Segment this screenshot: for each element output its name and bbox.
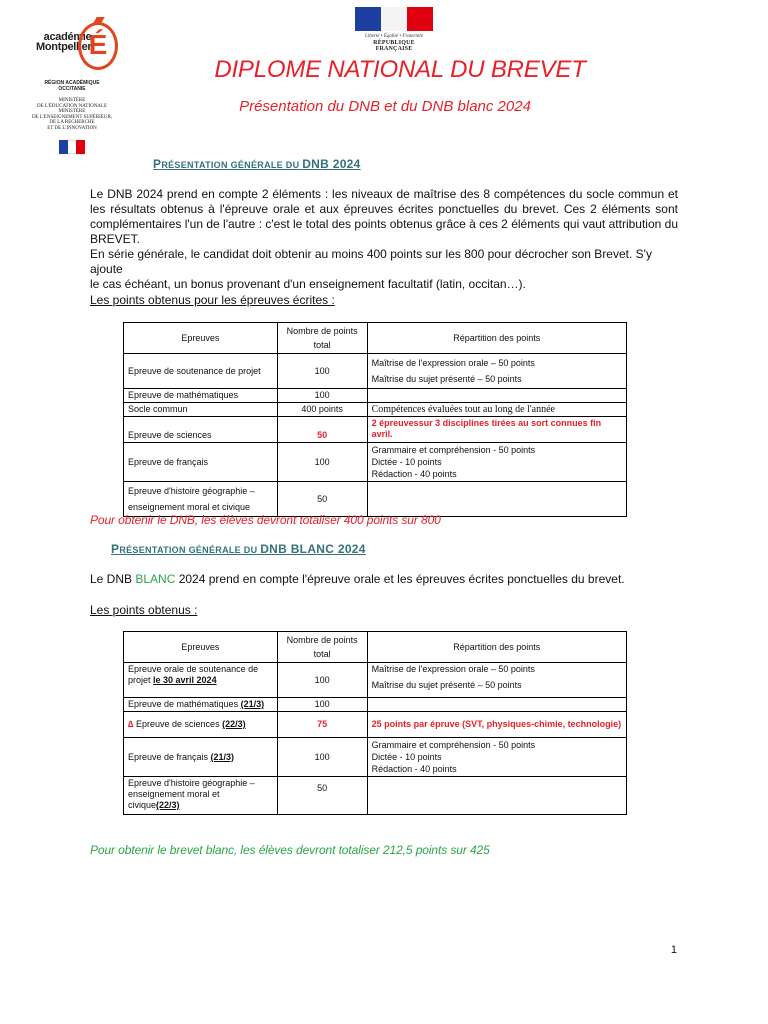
header-repartition: Répartition des points — [367, 323, 626, 354]
table-row — [124, 403, 627, 417]
cell-epreuve: Epreuve de sciences — [124, 417, 278, 443]
table-header-row — [124, 323, 627, 354]
heading-tail: DNB 2024 — [302, 157, 361, 171]
ministere-line: DE L'ENSEIGNEMENT SUPÉRIEUR, — [31, 114, 113, 120]
cell-epreuve — [124, 738, 278, 777]
header-points: Nombre de points total — [277, 632, 367, 663]
document-title: DIPLOME NATIONAL DU BREVET — [214, 56, 586, 83]
french-flag-icon — [59, 140, 85, 154]
table-row — [124, 663, 627, 698]
heading-smallcaps: RÉSENTATION GÉNÉRALE DU — [119, 545, 261, 555]
cell-epreuve — [124, 777, 278, 815]
republique-logo — [355, 7, 433, 52]
cell-repartition: 25 points par épruve (SVT, physiques-chimie, technologie) — [367, 712, 626, 738]
ministere-line: DE LA RECHERCHE — [49, 120, 95, 126]
cell-epreuve — [124, 663, 278, 698]
section2-text-blanc: BLANC — [135, 572, 176, 586]
section1-para1: Le DNB 2024 prend en compte 2 éléments : les niveaux de maîtrise des 8 compétences du socle commun et les résultats obtenus à l'épreuve orale et aux épreuves écrites ponctuelles du brevet. Ces 2 éléments sont complémentaires l'un de l'autre : c'est le total des points obtenus grâce à ces 2 éléments qui vaut attribution du BREVET. — [90, 187, 678, 246]
epreuve-date: le 30 avril 2024 — [153, 675, 217, 685]
epreuve-date: (21/3) — [240, 699, 265, 709]
cell-points: 50 — [277, 777, 367, 815]
cell-epreuve: Epreuve de français — [124, 443, 278, 482]
cell-repartition: Compétences évaluées tout au long de l'année — [367, 403, 626, 417]
epreuve-date: (22/3) — [156, 800, 180, 810]
cell-repartition — [367, 443, 626, 482]
repartition-line: Grammaire et compréhension - 50 points — [371, 740, 536, 750]
cell-repartition — [367, 389, 626, 403]
repartition-line: Maîtrise du sujet présenté – 50 points — [371, 680, 522, 690]
repartition-line: Rédaction - 40 points — [371, 469, 457, 479]
epreuve-date: (22/3) — [222, 719, 246, 729]
dnb-points-table — [123, 322, 627, 517]
heading-initial: P — [111, 542, 120, 556]
epreuve-label: Epreuve d'histoire géographie – enseignement moral et civique — [128, 778, 255, 810]
section1-para3: le cas échéant, un bonus provenant d'un enseignement facultatif (latin, occitan…). — [90, 277, 526, 291]
epreuve-label: Epreuve de sciences — [133, 719, 223, 729]
document-subtitle: Présentation du DNB et du DNB blanc 2024 — [239, 98, 531, 115]
header-repartition: Répartition des points — [367, 632, 626, 663]
cell-points: 100 — [277, 389, 367, 403]
cell-points: 50 — [277, 482, 367, 517]
table-row — [124, 443, 627, 482]
cell-epreuve: Epreuve de mathématiques — [124, 389, 278, 403]
cell-epreuve: Epreuve de soutenance de projet — [124, 354, 278, 389]
heading-tail: DNB BLANC 2024 — [260, 542, 366, 556]
cell-epreuve: Epreuve d'histoire géographie – enseignement moral et civique — [124, 482, 278, 517]
delta-icon: ∆ — [128, 719, 134, 729]
section1-heading — [153, 157, 361, 171]
table-row — [124, 698, 627, 712]
repartition-line: Maîtrise de l'expression orale – 50 points — [371, 358, 535, 368]
table-row — [124, 417, 627, 443]
epreuve-label: Epreuve de français — [128, 751, 211, 762]
heading-initial: P — [153, 157, 162, 171]
heading-smallcaps: RÉSENTATION GÉNÉRALE DU — [161, 160, 303, 170]
academie-line1: académie — [43, 31, 92, 43]
cell-repartition — [367, 482, 626, 517]
cell-points: 100 — [277, 698, 367, 712]
section1-points-label: Les points obtenus pour les épreuves écrites : — [90, 293, 335, 307]
repartition-line: Grammaire et compréhension - 50 points — [371, 445, 536, 455]
table-row — [124, 482, 627, 517]
academie-logo — [22, 18, 122, 153]
devise-text: Liberté • Égalité • Fraternité — [365, 34, 423, 39]
region-line2: OCCITANIE — [58, 86, 86, 92]
table-row — [124, 389, 627, 403]
table-row — [124, 738, 627, 777]
header-points: Nombre de points total — [277, 323, 367, 354]
cell-repartition — [367, 777, 626, 815]
section1-para2: En série générale, le candidat doit obtenir au moins 400 points sur les 800 pour décrocher son Brevet. S'y ajoute — [90, 247, 652, 276]
cell-repartition — [367, 698, 626, 712]
republique-text: RÉPUBLIQUE FRANÇAISE — [373, 40, 415, 52]
dnb-blanc-total-note: Pour obtenir le brevet blanc, les élèves devront totaliser 212,5 points sur 425 — [90, 843, 490, 857]
section2-text — [90, 572, 678, 587]
cell-points: 50 — [277, 417, 367, 443]
repartition-line: Rédaction - 40 points — [371, 764, 457, 774]
section1-text — [90, 187, 678, 292]
table-row — [124, 354, 627, 389]
section2-text-start: Le DNB — [90, 572, 136, 586]
cell-points: 75 — [277, 712, 367, 738]
ministere-line: DE L'ÉDUCATION NATIONALE — [36, 103, 108, 109]
table-row — [124, 777, 627, 815]
region-line1: RÉGION ACADÉMIQUE — [44, 80, 100, 86]
page-number: 1 — [670, 944, 677, 956]
cell-points: 100 — [277, 738, 367, 777]
epreuve-label: Epreuve de mathématiques — [128, 699, 241, 709]
ministere-line: MINISTÈRE — [58, 109, 86, 115]
cell-epreuve — [124, 712, 278, 738]
marianne-flag-icon — [355, 7, 433, 31]
academie-line2: Montpellier — [36, 41, 92, 53]
repartition-line: Maîtrise de l'expression orale – 50 points — [371, 664, 535, 674]
table-row — [124, 712, 627, 738]
dnb-total-note: Pour obtenir le DNB, les élèves devront totaliser 400 points sur 800 — [90, 513, 441, 527]
header-epreuves: Epreuves — [124, 323, 278, 354]
cell-repartition — [367, 663, 626, 698]
cell-repartition — [367, 354, 626, 389]
header-epreuves: Epreuves — [124, 632, 278, 663]
cell-repartition: 2 épreuvessur 3 disciplines tirées au sort connues fin avril. — [367, 417, 626, 443]
cell-repartition — [367, 738, 626, 777]
section2-text-end: 2024 prend en compte l'épreuve orale et les épreuves écrites ponctuelles du brevet. — [175, 572, 625, 586]
section2-heading — [111, 542, 366, 556]
cell-epreuve: Socle commun — [124, 403, 278, 417]
cell-points: 100 — [277, 663, 367, 698]
ministere-line: ET DE L'INNOVATION — [47, 125, 97, 131]
dnb-blanc-points-table — [123, 631, 627, 815]
cell-epreuve — [124, 698, 278, 712]
cell-points: 100 — [277, 443, 367, 482]
epreuve-label: Epreuve orale de soutenance de projet — [128, 664, 259, 685]
repartition-line: Dictée - 10 points — [371, 752, 442, 762]
academie-e-icon: É — [78, 22, 118, 70]
cell-points: 400 points — [277, 403, 367, 417]
repartition-line: Dictée - 10 points — [371, 457, 442, 467]
section2-points-label: Les points obtenus : — [90, 603, 198, 617]
table-header-row — [124, 632, 627, 663]
ministere-line: MINISTÈRE — [58, 98, 86, 103]
cell-points: 100 — [277, 354, 367, 389]
repartition-line: Maîtrise du sujet présenté – 50 points — [371, 374, 522, 384]
epreuve-date: (21/3) — [210, 751, 235, 762]
